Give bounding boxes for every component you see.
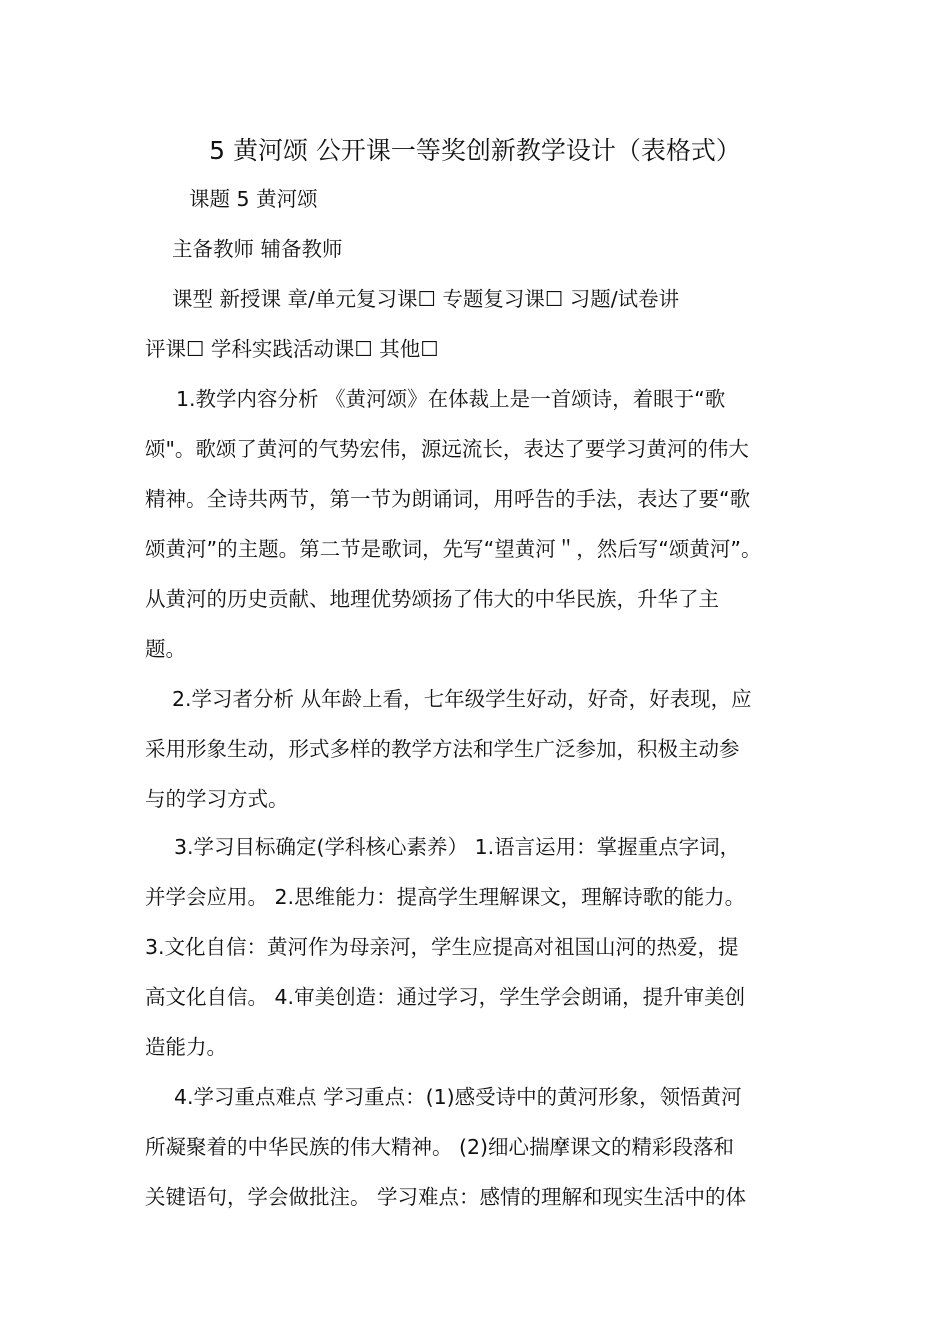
content-analysis-line: 从黄河的历史贡献、地理优势颂扬了伟大的中华民族，升华了主 [145,587,719,611]
learner-analysis-line: 2.学习者分析 从年龄上看，七年级学生好动，好奇，好表现，应 [172,687,752,711]
document-title: 5 黄河颂 公开课一等奖创新教学设计（表格式） [209,136,741,165]
learner-analysis-line: 采用形象生动，形式多样的教学方法和学生广泛参加，积极主动参 [145,737,740,761]
teacher-line: 主备教师 辅备教师 [172,237,343,261]
key-points-line: 所凝聚着的中华民族的伟大精神。 (2)细心揣摩课文的精彩段落和 [145,1135,735,1159]
lesson-type-line-continued: 评课☐ 学科实践活动课☐ 其他☐ [145,337,439,361]
content-analysis-line: 1.教学内容分析 《黄河颂》在体裁上是一首颂诗，着眼于“歌 [176,387,726,411]
content-analysis-line: 颂黄河”的主题。第二节是歌词，先写“望黄河＂，然后写“颂黄河”。 [145,537,762,561]
key-points-line: 关键语句，学会做批注。 学习难点：感情的理解和现实生活中的体 [145,1185,747,1209]
lesson-type-line: 课型 新授课 章/单元复习课☐ 专题复习课☐ 习题/试卷讲 [172,287,680,311]
content-analysis-line: 题。 [145,637,186,661]
learning-goals-line: 3.学习目标确定(学科核心素养） 1.语言运用：掌握重点字词， [174,835,741,859]
learning-goals-line: 并学会应用。 2.思维能力：提高学生理解课文，理解诗歌的能力。 [145,885,746,909]
learner-analysis-line: 与的学习方式。 [145,787,289,811]
learning-goals-line: 3.文化自信：黄河作为母亲河，学生应提高对祖国山河的热爱，提 [145,935,739,959]
content-analysis-line: 精神。全诗共两节，第一节为朗诵词，用呼告的手法，表达了要“歌 [145,487,751,511]
learning-goals-line: 造能力。 [145,1035,227,1059]
lesson-topic-line: 课题 5 黄河颂 [189,187,318,211]
key-points-line: 4.学习重点难点 学习重点：(1)感受诗中的黄河形象，领悟黄河 [174,1085,742,1109]
learning-goals-line: 高文化自信。 4.审美创造：通过学习，学生学会朗诵，提升审美创 [145,985,746,1009]
content-analysis-line: 颂"。歌颂了黄河的气势宏伟，源远流长，表达了要学习黄河的伟大 [145,437,749,461]
